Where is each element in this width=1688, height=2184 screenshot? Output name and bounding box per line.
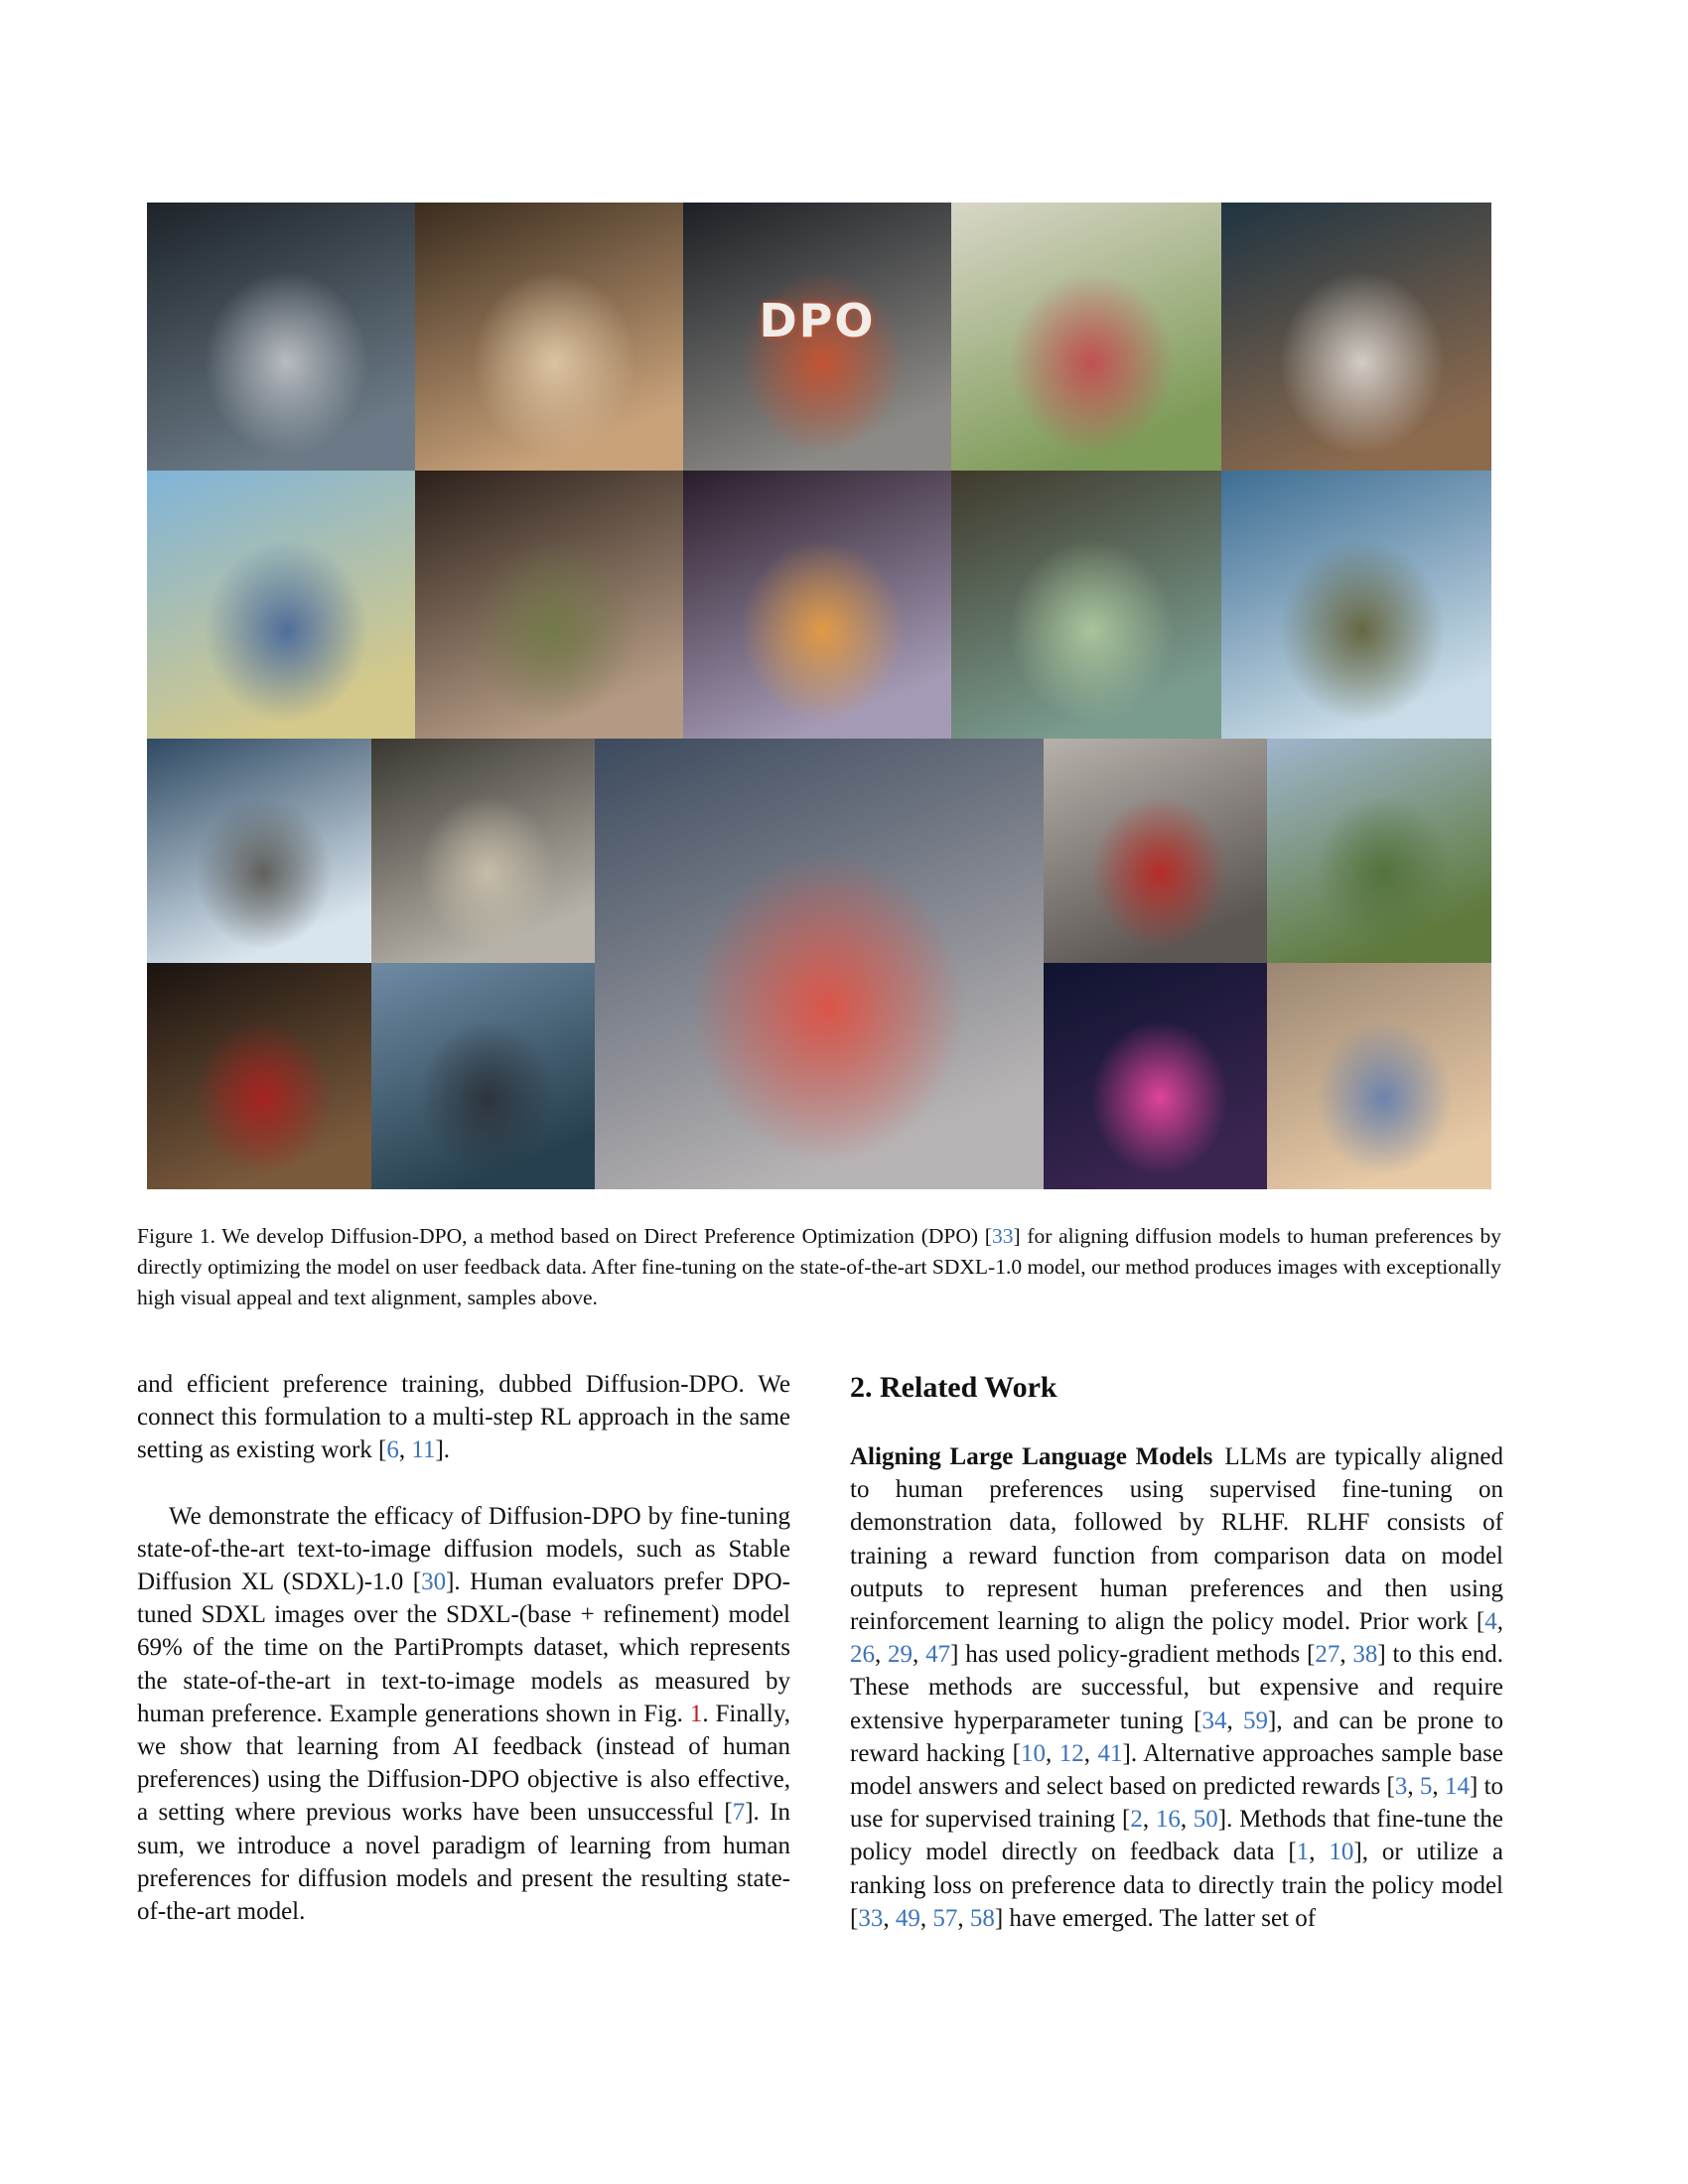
hyenas-cinema-image — [147, 963, 371, 1189]
citation-link[interactable]: 59 — [1243, 1706, 1269, 1734]
paragraph-text: ] to use for supervised training [ — [850, 1773, 1504, 1834]
paragraph-text: ] has used policy-gradient methods [ — [950, 1641, 1316, 1669]
citation-link[interactable]: 10 — [1329, 1839, 1354, 1866]
paragraph-text: , — [883, 1904, 896, 1932]
dpo-volcano-image — [683, 203, 951, 471]
bear-robe-image — [951, 471, 1221, 739]
caption-text-start: Figure 1. We develop Diffusion-DPO, a method based on Direct Preference Optimization (DPO) [ — [137, 1224, 992, 1248]
citation-link[interactable]: 11 — [411, 1436, 436, 1464]
citation-link[interactable]: 30 — [421, 1569, 447, 1596]
citation-link[interactable]: 14 — [1444, 1773, 1470, 1801]
citation-link[interactable]: 3 — [1394, 1773, 1408, 1801]
paragraph-text: , — [1309, 1839, 1330, 1866]
bunny-fishbowl-image — [683, 471, 951, 739]
baby-yoda-bed-image — [415, 471, 683, 739]
right-column — [850, 1368, 1503, 1935]
left-column — [137, 1368, 790, 1928]
paragraph-text: , — [1432, 1773, 1445, 1801]
paragraph-text: ]. Human evaluators prefer DPO-tuned SDXL images over the SDXL-(base + refinement) model 69% of the time on the PartiPrompts dataset, which represents the state-of-the-art in text-to-image models as measured by human preference. Example generations shown in Fig. — [137, 1569, 790, 1727]
citation-link[interactable]: 58 — [969, 1904, 995, 1932]
paragraph-text: , — [913, 1641, 926, 1669]
citation-link[interactable]: 5 — [1419, 1773, 1433, 1801]
citation-link[interactable]: 26 — [850, 1641, 875, 1669]
man-husky-image — [1221, 203, 1491, 471]
figure-reference-link[interactable]: 1 — [689, 1700, 703, 1727]
hot-air-balloons-image — [1267, 739, 1491, 963]
paragraph-text: , — [875, 1641, 889, 1669]
paragraph-text: , — [957, 1904, 970, 1932]
paragraph-text: ], and can be prone to reward hacking [ — [850, 1706, 1504, 1767]
citation-link[interactable]: 6 — [386, 1436, 399, 1464]
paragraph-heading: Aligning Large Language Models — [850, 1443, 1213, 1470]
citation-link[interactable]: 38 — [1352, 1641, 1378, 1669]
paragraph-text: ]. — [435, 1436, 451, 1464]
paragraph-text: , — [1226, 1706, 1244, 1734]
dinosaur-ice-image — [147, 739, 371, 963]
sand-dancer-image — [415, 203, 683, 471]
citation-link[interactable]: 12 — [1058, 1739, 1084, 1767]
paragraph-text: , — [1407, 1773, 1420, 1801]
figure-caption — [137, 1221, 1501, 1313]
dpo-lettering: DPO — [759, 294, 876, 347]
section-heading: 2. Related Work — [850, 1371, 1057, 1404]
citation-link[interactable]: 1 — [1296, 1839, 1310, 1866]
paragraph-text: , — [919, 1904, 933, 1932]
citation-link[interactable]: 50 — [1193, 1806, 1218, 1834]
citation-link[interactable]: 4 — [1484, 1608, 1497, 1636]
paragraph-text: , — [1339, 1641, 1353, 1669]
citation-link[interactable]: 7 — [732, 1799, 746, 1827]
citation-link[interactable]: 41 — [1097, 1739, 1123, 1767]
kangaroo-bubbles-image — [147, 471, 415, 739]
paragraph-text: ] to this end. These methods are successful, but expensive and require extensive hyperparameter tuning [ — [850, 1641, 1503, 1734]
citation-link[interactable]: 10 — [1020, 1739, 1046, 1767]
paragraph-text: LLMs are typically aligned to human preferences using supervised fine-tuning on demonstration data, followed by RLHF. RLHF consists of training a reward function from comparison data on model outputs to represent human preferences and then using reinforcement learning to align the policy model. Prior work [ — [850, 1443, 1503, 1636]
glowing-mushrooms-image — [1044, 963, 1267, 1189]
paragraph — [137, 1500, 790, 1929]
paragraph-text: , — [398, 1436, 412, 1464]
paragraph-text: , — [1142, 1806, 1156, 1834]
citation-link[interactable]: 47 — [925, 1641, 951, 1669]
stacked-stones-image — [1044, 739, 1267, 963]
paragraph-text: We demonstrate the efficacy of Diffusion-DPO by fine-tuning state-of-the-art text-to-image diffusion models, such as Stable Diffusion XL (SDXL)-1.0 [ — [137, 1502, 790, 1596]
paragraph-text: ]. Alternative approaches sample base model answers and select based on predicted rewards [ — [850, 1739, 1503, 1801]
citation-link[interactable]: 57 — [932, 1904, 958, 1932]
child-wildflower-field-image — [951, 203, 1221, 471]
citation-link[interactable]: 16 — [1155, 1806, 1181, 1834]
giant-robot-lake-image — [371, 963, 595, 1189]
glass-spheres-image — [1267, 963, 1491, 1189]
citation-link[interactable]: 33 — [858, 1904, 884, 1932]
paragraph — [850, 1440, 1503, 1935]
paragraph-text: and efficient preference training, dubbed Diffusion-DPO. We connect this formulation to a multi-step RL approach in the same setting as existing work [ — [137, 1371, 790, 1464]
citation-link[interactable]: 34 — [1201, 1706, 1227, 1734]
paragraph-text: ], or utilize a ranking loss on preference data to directly train the policy model [ — [850, 1839, 1503, 1932]
paragraph — [137, 1368, 790, 1467]
paragraph-text: ]. In sum, we introduce a novel paradigm of learning from human preferences for diffusion models and present the resulting state-of-the-art model. — [137, 1799, 790, 1926]
robot-ruins-image — [371, 739, 595, 963]
citation-link[interactable]: 49 — [895, 1904, 920, 1932]
caption-text-end: ] for aligning diffusion models to human preferences by directly optimizing the model on user feedback data. After fine-tuning on the state-of-the-art SDXL-1.0 model, our method produces images with exceptionally high visual appeal and text alignment, samples above. — [137, 1224, 1502, 1309]
paragraph-text: . Finally, we show that learning from AI feedback (instead of human preferences) using the Diffusion-DPO objective is also effective, a setting where previous works have been unsuccessful [ — [137, 1700, 790, 1827]
citation-link[interactable]: 2 — [1130, 1806, 1143, 1834]
paragraph-text: , — [1045, 1739, 1059, 1767]
citation-link[interactable]: 33 — [991, 1224, 1014, 1248]
paragraph-text: ]. Methods that fine-tune the policy model directly on feedback data [ — [850, 1806, 1504, 1866]
paragraph-text: , — [1180, 1806, 1194, 1834]
paragraph-text: , — [1496, 1608, 1503, 1636]
old-woman-smoke-image — [147, 203, 415, 471]
paragraph-text: ] have emerged. The latter set of — [994, 1904, 1317, 1932]
citation-link[interactable]: 29 — [888, 1641, 914, 1669]
paragraph-text: , — [1083, 1739, 1098, 1767]
citation-link[interactable]: 27 — [1315, 1641, 1340, 1669]
rainbow-swirl-city-image — [595, 739, 1044, 1189]
turtle-goggles-image — [1221, 471, 1491, 739]
figure-1-image-grid — [147, 203, 1491, 1189]
